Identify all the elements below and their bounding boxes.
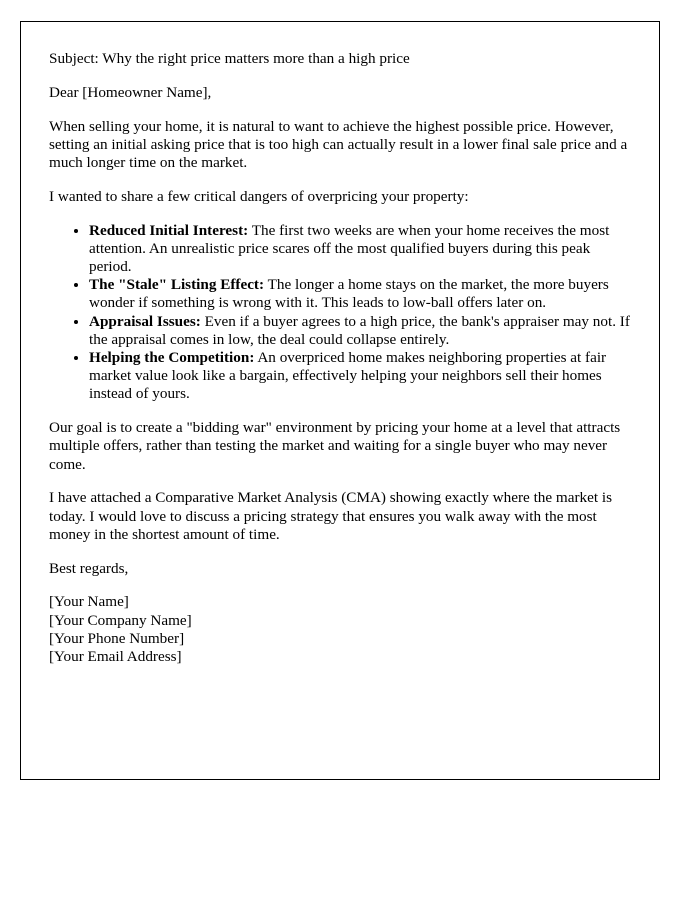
signature-name: [Your Name]: [49, 593, 129, 611]
cma-paragraph: I have attached a Comparative Market Analysis (CMA) showing exactly where the market is today. I would love to discuss a pricing strategy that ensures you walk away with the most money in the shortest amount of time.: [49, 489, 613, 543]
closing: Best regards,: [49, 559, 129, 577]
list-item-title: The "Stale" Listing Effect:: [89, 276, 265, 294]
list-item-text: The first two weeks are when your home receives the most attention. An unrealistic price scares off the most qualified buyers during this peak period.: [89, 221, 610, 275]
list-item: [89, 276, 631, 312]
list-item: [89, 349, 631, 404]
greeting: Dear [Homeowner Name],: [49, 83, 212, 101]
subject-line: Subject: Why the right price matters more than a high price: [49, 50, 410, 67]
intro-paragraph: When selling your home, it is natural to want to achieve the highest possible price. However, setting an initial asking price that is too high can actually result in a lower final sale price and a much longer time on the market.: [49, 117, 628, 171]
list-item: [89, 313, 631, 349]
signature-email: [Your Email Address]: [49, 648, 182, 666]
list-item: [89, 222, 631, 277]
list-item-title: Appraisal Issues:: [89, 312, 201, 330]
list-item-text: An overpriced home makes neighboring properties at fair market value look like a bargain, effectively helping your neighbors sell their homes instead of yours.: [89, 349, 607, 403]
goal-paragraph: Our goal is to create a "bidding war" environment by pricing your home at a level that attracts multiple offers, rather than testing the market and waiting for a single buyer who may never come.: [49, 419, 621, 473]
signature-company: [Your Company Name]: [49, 611, 192, 629]
list-item-title: Helping the Competition:: [89, 349, 255, 367]
list-item-text: The longer a home stays on the market, the more buyers wonder if something is wrong with it. This leads to low-ball offers later on.: [89, 276, 609, 312]
dangers-list: [49, 222, 631, 404]
list-intro: I wanted to share a few critical dangers of overpricing your property:: [49, 187, 469, 205]
signature-block: [49, 593, 631, 666]
signature-phone: [Your Phone Number]: [49, 629, 185, 647]
list-item-title: Reduced Initial Interest:: [89, 221, 249, 239]
letter-page: [20, 21, 660, 780]
list-item-text: Even if a buyer agrees to a high price, the bank's appraiser may not. If the appraisal comes in low, the deal could collapse entirely.: [89, 312, 630, 348]
